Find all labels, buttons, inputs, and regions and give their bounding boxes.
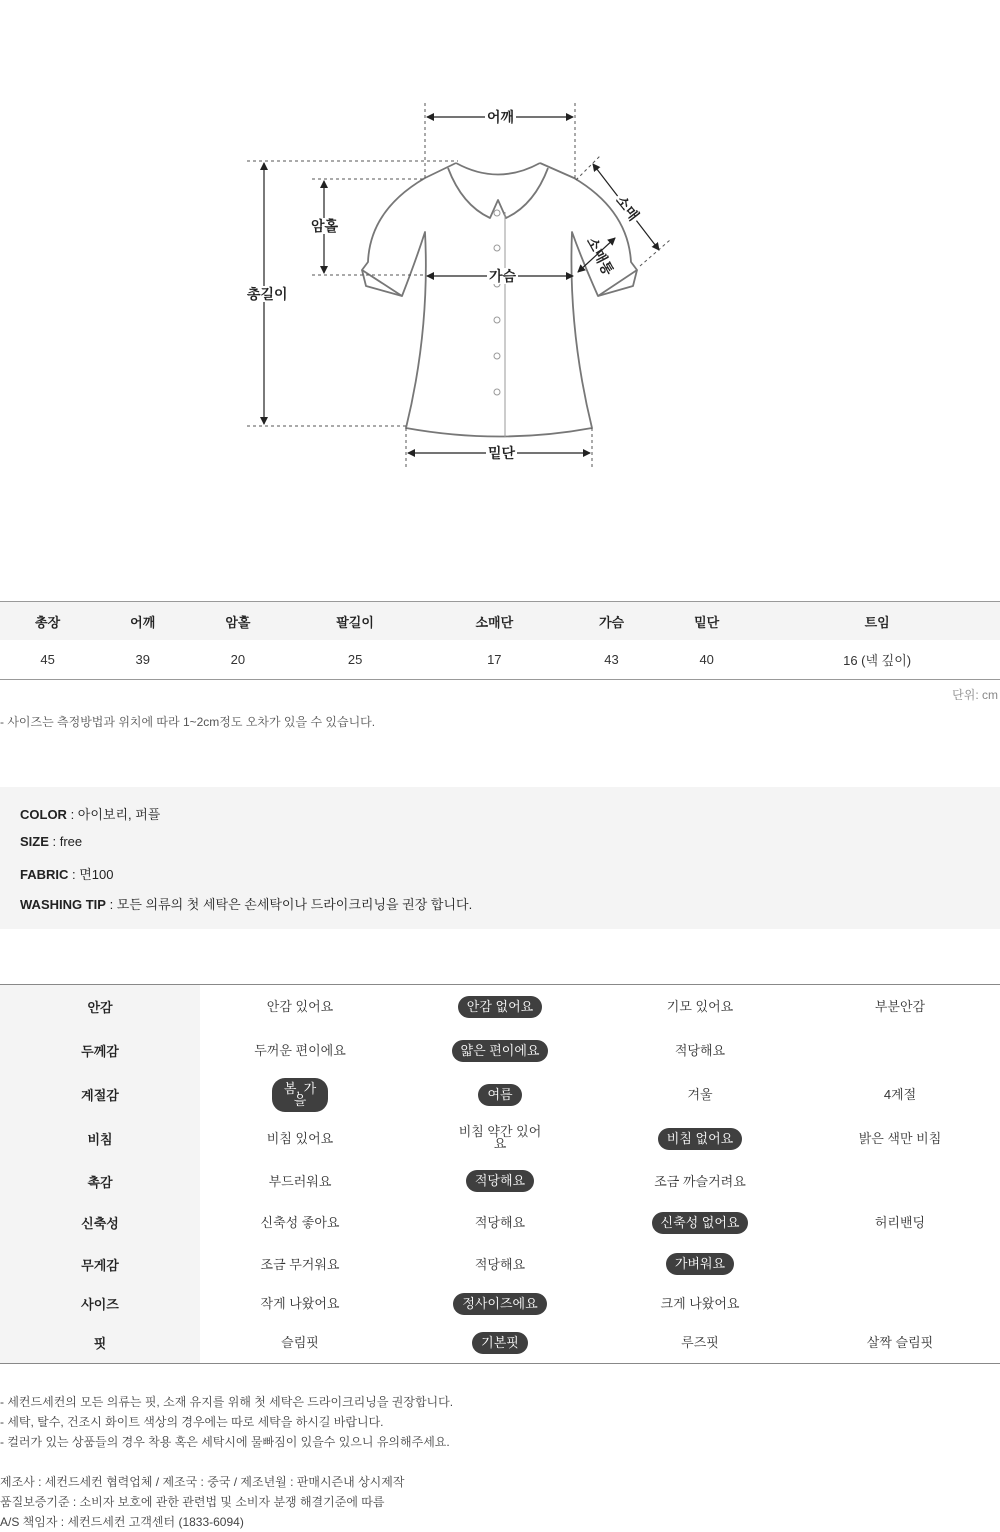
feature-option: 비침 약간 있어요	[458, 1124, 542, 1151]
sleeve-width-label: 소매통	[583, 234, 617, 278]
feature-name: 무게감	[0, 1244, 200, 1285]
size-value-cell: 45	[0, 640, 95, 680]
feature-row	[0, 1117, 1000, 1161]
feature-option: 허리밴딩	[874, 1215, 926, 1230]
product-info-box	[0, 787, 1000, 929]
size-value: : free	[48, 834, 83, 849]
feature-option: 적당해요	[674, 1043, 726, 1058]
feature-option: 작게 나왔어요	[260, 1296, 340, 1311]
feature-option-selected: 비침 없어요	[658, 1128, 742, 1150]
feature-option: 부분안감	[874, 999, 926, 1015]
feature-option: 신축성 좋아요	[260, 1215, 340, 1230]
feature-name: 촉감	[0, 1161, 200, 1202]
feature-row	[0, 1285, 1000, 1323]
size-value-cell: 43	[564, 640, 659, 680]
feature-option-selected: 신축성 없어요	[652, 1212, 749, 1234]
feature-option-selected: 얇은 편이에요	[452, 1040, 549, 1062]
size-header-cell: 가슴	[564, 602, 659, 641]
size-header-cell: 밑단	[659, 602, 754, 641]
feature-option: 밝은 색만 비침	[858, 1131, 942, 1146]
feature-option: 살짝 슬림핏	[866, 1335, 934, 1351]
feature-option: 조금 까슬거려요	[654, 1173, 746, 1189]
size-header-cell: 소매단	[425, 602, 564, 641]
feature-name: 비침	[0, 1117, 200, 1161]
feature-name: 신축성	[0, 1202, 200, 1244]
feature-option-selected: 정사이즈에요	[453, 1293, 546, 1315]
color-label: COLOR	[20, 807, 67, 822]
feature-option: 두꺼운 편이에요	[254, 1043, 346, 1058]
color-info	[20, 804, 160, 823]
quality-guarantee-info: 품질보증기준 : 소비자 보호에 관한 관련법 및 소비자 분쟁 해결기준에 따름	[0, 1495, 385, 1509]
feature-option: 크게 나왔어요	[660, 1296, 740, 1311]
care-note: - 세컨드세컨의 모든 의류는 핏, 소재 유지를 위해 첫 세탁은 드라이크리닝을 권장합니다.	[0, 1395, 454, 1409]
size-table-value-row	[0, 640, 1000, 680]
feature-name: 핏	[0, 1323, 200, 1364]
feature-row	[0, 985, 1000, 1029]
feature-option: 부드러워요	[268, 1173, 332, 1189]
chest-label: 가슴	[489, 268, 517, 284]
feature-row	[0, 1202, 1000, 1244]
blouse-illustration	[0, 0, 1000, 600]
hem-label: 밑단	[488, 445, 516, 461]
fabric-label: FABRIC	[20, 867, 69, 882]
feature-row	[0, 1161, 1000, 1202]
feature-row	[0, 1029, 1000, 1073]
size-header-cell: 팔길이	[285, 602, 424, 641]
feature-option: 루즈핏	[681, 1335, 719, 1351]
shoulder-label: 어깨	[487, 109, 515, 125]
size-label: SIZE	[20, 834, 49, 849]
size-value-cell: 25	[285, 640, 424, 680]
feature-row	[0, 1323, 1000, 1364]
washing-label: WASHING TIP	[20, 897, 106, 912]
size-header-cell: 총장	[0, 602, 95, 641]
color-value: : 아이보리, 퍼플	[66, 807, 161, 822]
size-table-header-row	[0, 602, 1000, 641]
fabric-value: : 면100	[68, 867, 114, 882]
feature-name: 계절감	[0, 1073, 200, 1117]
care-note: - 컬러가 있는 상품들의 경우 착용 혹은 세탁시에 물빠짐이 있을수 있으니 유의해주세요.	[0, 1435, 450, 1449]
feature-option-selected: 적당해요	[466, 1170, 534, 1192]
feature-option: 적당해요	[474, 1256, 526, 1272]
washing-info	[20, 894, 472, 913]
size-diagram	[0, 0, 1000, 600]
feature-name: 두께감	[0, 1029, 200, 1073]
feature-option: 기모 있어요	[666, 999, 734, 1015]
size-value-cell: 16 (넥 깊이)	[754, 640, 1000, 680]
feature-option: 4계절	[883, 1087, 917, 1102]
feature-table	[0, 984, 1000, 1364]
armhole-label: 암홀	[311, 218, 339, 234]
as-contact-info: A/S 책임자 : 세컨드세컨 고객센터 (1833-6094)	[0, 1515, 244, 1529]
feature-option-selected: 여름	[478, 1084, 521, 1106]
feature-option-selected: 봄, 가을	[272, 1078, 328, 1112]
size-table	[0, 601, 1000, 680]
size-value-cell: 20	[190, 640, 285, 680]
feature-name: 사이즈	[0, 1285, 200, 1323]
manufacturer-info: 제조사 : 세컨드세컨 협력업체 / 제조국 : 중국 / 제조년월 : 판매시즌내 상시제작	[0, 1475, 405, 1489]
feature-option: 비침 있어요	[266, 1131, 334, 1146]
size-value-cell: 40	[659, 640, 754, 680]
washing-value: : 모든 의류의 첫 세탁은 손세탁이나 드라이크리닝을 권장 합니다.	[105, 897, 473, 912]
size-header-cell: 트임	[754, 602, 1000, 641]
feature-row	[0, 1244, 1000, 1285]
unit-label: 단위: cm	[952, 688, 998, 702]
feature-option-selected: 기본핏	[472, 1332, 528, 1354]
size-value-cell: 39	[95, 640, 190, 680]
feature-option-selected: 가벼워요	[666, 1253, 734, 1275]
feature-option: 슬림핏	[281, 1335, 319, 1351]
size-value-cell: 17	[425, 640, 564, 680]
size-header-cell: 암홀	[190, 602, 285, 641]
size-info	[20, 834, 82, 849]
feature-name: 안감	[0, 985, 200, 1029]
fabric-info	[20, 864, 113, 883]
feature-row	[0, 1073, 1000, 1117]
size-header-cell: 어깨	[95, 602, 190, 641]
size-note: - 사이즈는 측정방법과 위치에 따라 1~2cm정도 오차가 있을 수 있습니다.	[0, 715, 376, 729]
sleeve-label: 소매	[612, 192, 643, 224]
feature-option: 겨울	[687, 1087, 713, 1102]
care-note: - 세탁, 탈수, 건조시 화이트 색상의 경우에는 따로 세탁을 하시길 바랍니다.	[0, 1415, 384, 1429]
total-length-label: 총길이	[247, 286, 288, 302]
feature-option: 조금 무거워요	[260, 1256, 340, 1272]
feature-option-selected: 안감 없어요	[458, 996, 542, 1018]
feature-option: 적당해요	[474, 1215, 526, 1230]
feature-option: 안감 있어요	[266, 999, 334, 1015]
